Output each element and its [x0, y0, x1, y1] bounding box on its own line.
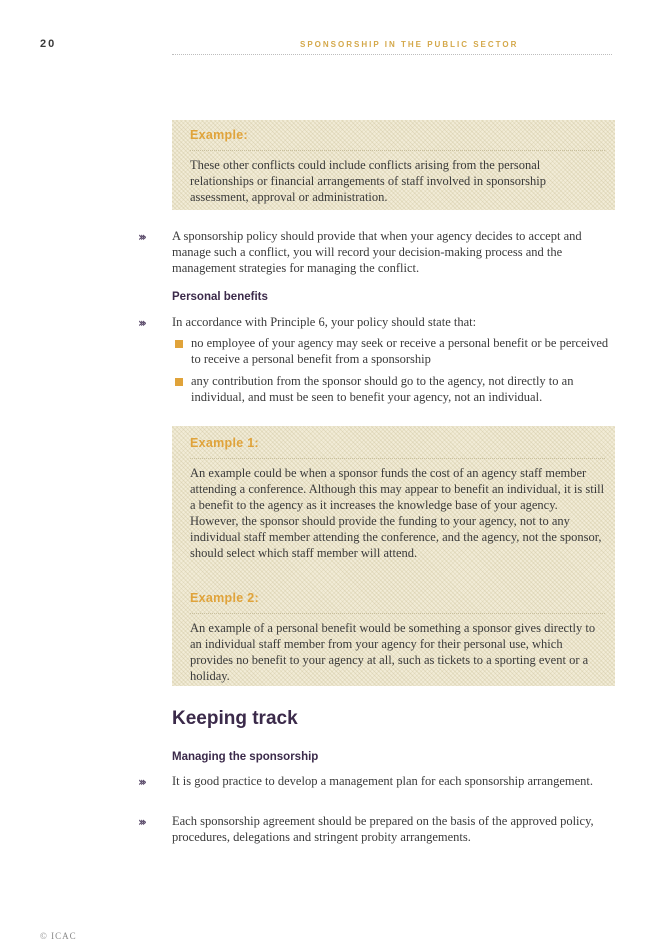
- list-item: no employee of your agency may seek or receive a personal benefit or be perceived to receive a personal benefit from a sponsorship: [191, 336, 609, 366]
- agreement-paragraph: Each sponsorship agreement should be prepared on the basis of the approved policy, procedures, delegations and stringent probity arrangements.: [172, 814, 594, 844]
- keeping-track-heading: Keeping track: [172, 708, 298, 729]
- page-number: 20: [40, 38, 57, 50]
- example-text: These other conflicts could include conflicts arising from the personal relationships or financial arrangements of staff involved in sponsorship assessment, approval or administration.: [190, 150, 605, 205]
- example-2-text: An example of a personal benefit would be something a sponsor gives directly to an individual staff member from your agency for their personal use, which provides no benefit to your agency at all, such as tickets to a sporting event or a holiday.: [190, 613, 605, 684]
- header-rule: [172, 54, 612, 55]
- example-1-title: Example 1:: [190, 436, 260, 450]
- management-plan-paragraph: It is good practice to develop a management plan for each sponsorship arrangement.: [172, 774, 594, 788]
- chevron-bullet-icon: ›››: [138, 775, 144, 789]
- chevron-bullet-icon: ›››: [138, 316, 144, 330]
- running-title: SPONSORSHIP IN THE PUBLIC SECTOR: [300, 40, 519, 49]
- list-item: any contribution from the sponsor should go to the agency, not directly to an individual, and must be seen to benefit your agency, not an individual.: [191, 374, 574, 404]
- example-box: [172, 120, 615, 210]
- example-1-text: An example could be when a sponsor funds the cost of an agency staff member attending a conference. Although this may appear to benefit an individual, it is still a benefit to the agency as it increases the knowledge base of your agency. However, the sponsor should provide the funding to your agency, not to any individual staff member attending the conference, and the agency, not the sponsor, should select which staff member will attend.: [190, 458, 605, 561]
- chevron-bullet-icon: ›››: [138, 230, 144, 244]
- example-2-title: Example 2:: [190, 591, 260, 605]
- examples-box: [172, 426, 615, 686]
- chevron-bullet-icon: ›››: [138, 815, 144, 829]
- footer-org: © ICAC: [40, 931, 77, 941]
- page-header: [0, 0, 653, 60]
- example-title: Example:: [190, 128, 248, 142]
- square-bullet-icon: [175, 340, 183, 348]
- personal-benefits-heading: Personal benefits: [172, 291, 268, 303]
- personal-benefits-intro: In accordance with Principle 6, your policy should state that:: [172, 315, 477, 329]
- square-bullet-icon: [175, 378, 183, 386]
- policy-conflict-paragraph: A sponsorship policy should provide that when your agency decides to accept and manage such a conflict, you will record your decision-making process and the management strategies for managing the conflict.: [172, 229, 582, 275]
- managing-sponsorship-heading: Managing the sponsorship: [172, 751, 319, 763]
